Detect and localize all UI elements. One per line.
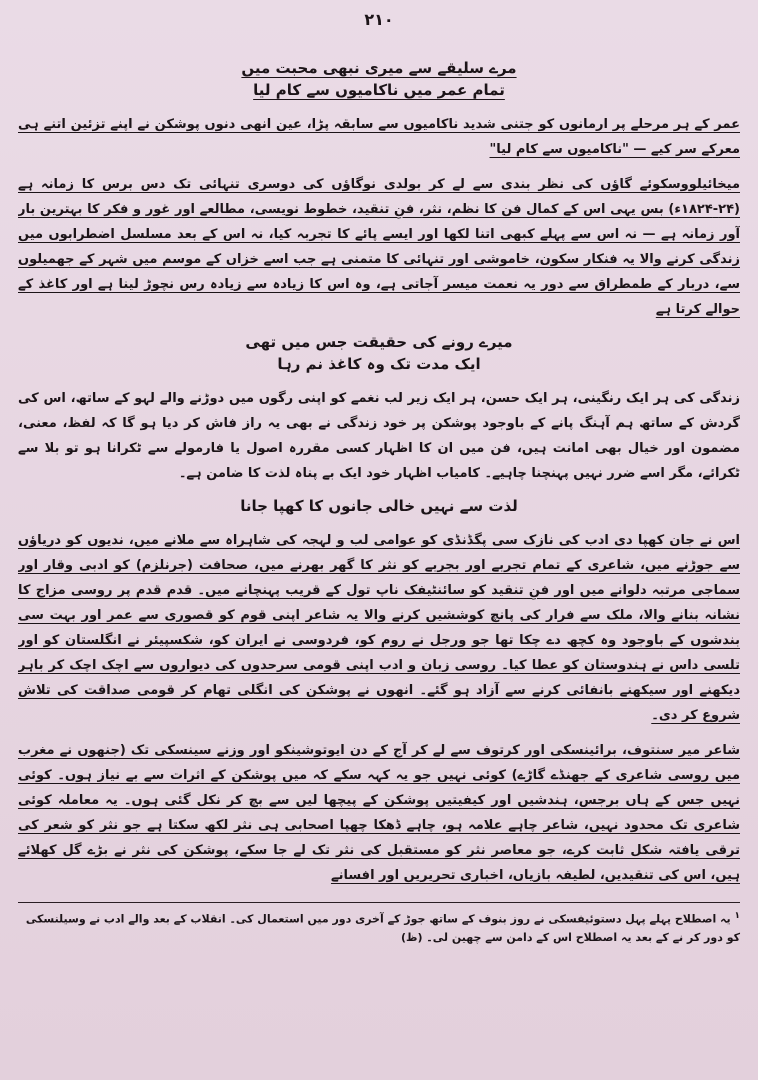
footnote-divider [18,902,740,903]
verse-line-5: لذت سے نہیں خالی جانوں کا کھپا جانا [240,497,518,515]
verse-line-3: میرے رونے کی حقیقت جس میں تھی [245,333,513,351]
footnote-marker: ۱ [734,911,740,921]
paragraph-5: شاعر میر سنتوف، برائینسکی اور کرتوف سے لے کر آج کے دن ایوتوشینکو اور وزنے سینسکی تک (جنھوں نے مغرب میں روسی شاعری کے جھنڈے گاڑے) کوئی نہیں جو یہ کہہ سکے کہ میں پوشکن کے اثرات سے بے نیاز ہوں۔ کوئی نہیں جس کے ہاں برجس، ہندشیں اور کیفیتیں پوشکن کے پیچھا لیں سے بچ کر نکل گئی ہوں۔ یہ معاملہ کوئی شاعری تک محدود نہیں، شاعر چاہے علامہ ہو، چاہے ڈھکا چھپا اصحابی ہی نثر لکھ سکتا ہے جو نثر کو شعر کی ترقی یافتہ شکل ثابت کرے، جو معاصر نثر کو مستقبل کی نثر تک لے جا سکے، پوشکن کی نثر نے بڑے گل کھلائے ہیں، اس کی تنقیدیں، لطیفہ بازیاں، اخباری تحریریں اور افسانے [18,743,740,883]
page-number: ۲۱۰ [364,10,394,29]
verse-line-1: مرے سلیقے سے میری نبھی محبت میں [241,59,517,77]
footnote-text: یہ اصطلاح پہلے پہل دستوئیفسکی نے روز بنوف کے ساتھ جوڑ کے آخری دور میں استعمال کی۔ انقلاب کے بعد والے ادب نے وسیلنسکی کو دور کر نے کے بعد یہ اصطلاح اس کے دامن سے چھین لی۔ (ظ) [25,912,740,944]
paragraph-4: اس نے جان کھپا دی ادب کی نازک سی پگڈنڈی کو عوامی لب و لہجہ کی شاہراہ سے ملانے میں، ندیوں کو دریاؤں سے جوڑنے میں، شاعری کے تمام تجربے اور بجربے کو نثر کا گھر بھرنے میں، صحافت (جرنلزم) کو ادبی وقار اور سماجی مرتبہ دلوانے میں اور فنِ تنقید کو سائنٹیفک ناپ تول کے قریب پہنچانے میں۔ قدم قدم پر روسی مزاج کا نشانہ بنانے والا، ملک سے فرار کی پانچ کوششیں کرنے والا یہ شاعر اپنی قوم کو قصوری سے عمر اور بہت سی بندشوں کے باوجود وہ کچھ دے چکا تھا جو ورجل نے روم کو، فردوسی نے ایران کو، شکسپیئر نے انگلستان کو اور تلسی داس نے ہندوستان کو عطا کیا۔ روسی زبان و ادب اپنی قومی سرحدوں کی دیواروں سے اچک اچک کر باہر دیکھنے اور سیکھنے بانفائی کرنے سے آزاد ہو گئے۔ انھوں نے پوشکن کی انگلی تھام کر قومی صداقت کی تلاش شروع کر دی۔ [18,533,740,723]
footnote [18,907,740,947]
verse-line-4: ایک مدت تک وہ کاغذ نم رہا [277,355,481,373]
paragraph-1: عمر کے ہر مرحلے پر ارمانوں کو جتنی شدید ناکامیوں سے سابقہ پڑا، عین انھی دنوں پوشکن نے اپنے تزئین اتنے ہی معرکے سر کیے — "ناکامیوں سے کام لیا" [18,117,740,157]
paragraph-2: میخائیلووسکوئے گاؤں کی نظر بندی سے لے کر بولدی نوگاؤں کی دوسری تنہائی تک دس برس کا زمانہ ہے (۲۴-۱۸۲۴ء) بس یہی اس کے کمال فن کا نظم، نثر، فنِ تنقید، خطوط نویسی، مطالعے اور غور و فکر کا بہترین بار آور زمانہ ہے — نہ اس سے پہلے کبھی اتنا لکھا اور ایسے پائے کا تجربہ کیا، نہ اس کے بعد مسلسل اضطرابوں میں زندگی کرنے والا یہ فنکار سکون، خاموشی اور تنہائی کا متمنی ہے جب اسے خزاں کے موسم میں شہر کے جھمیلوں سے، دربار کے طمطراق سے دور یہ نعمت میسر آجاتی ہے، وہ اس کا زیادہ سے زیادہ رس نچوڑ لینا ہے اور کاغذ کے حوالے کرتا ہے [18,177,740,317]
paragraph-3: زندگی کی ہر ایک رنگینی، ہر ایک حسن، ہر ایک زیر لب نغمے کو اپنی رگوں میں دوڑنے والے لہو کے ساتھ، اس کی گردش کے ساتھ ہم آہنگ پانے کے باوجود پوشکن پر خود زندگی نے بھی یہ راز فاش کر دیا ہو گا کہ لفظ، معنی، مضمون اور خیال بھی امانت ہیں، فن میں ان کا اظہار کسی مقررہ اصول یا فارمولے سے ٹکرانا ہو تو بلا سے ٹکرائے، مگر اسے ضرر نہیں پہنچنا چاہیے۔ کامیاب اظہار خود ایک بے پناہ لذت کا ضامن ہے۔ [18,391,740,481]
verse-line-2: تمام عمر میں ناکامیوں سے کام لیا [253,81,505,99]
